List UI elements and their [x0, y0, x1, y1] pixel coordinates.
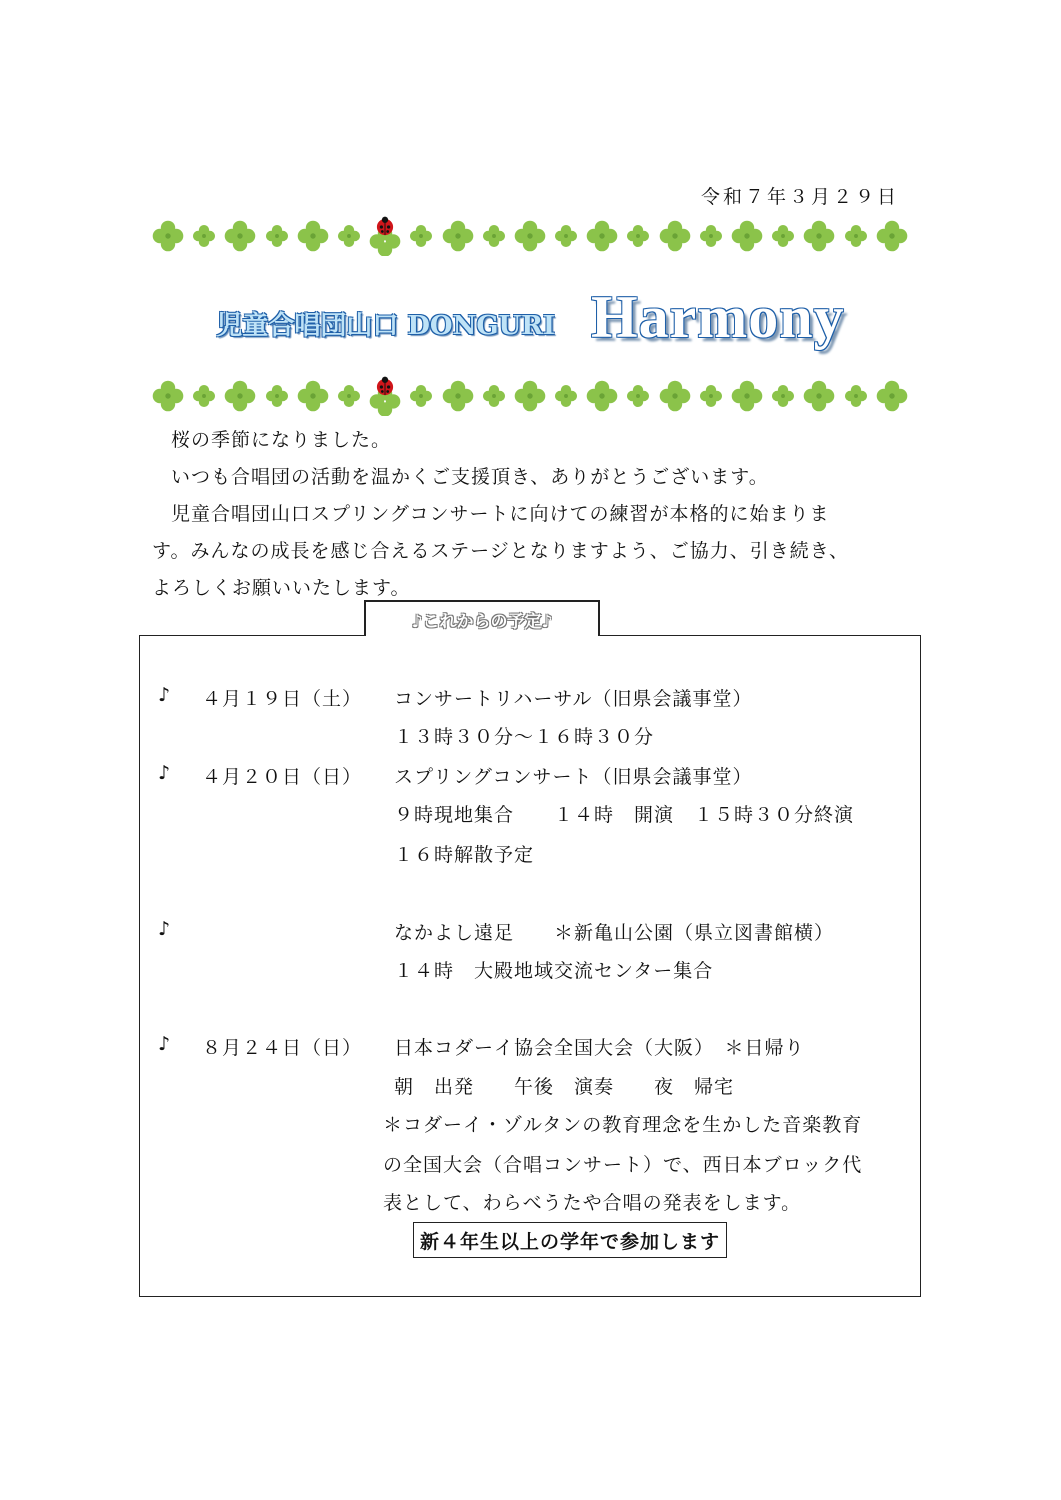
- intro-line: す。みんなの成長を感じ合えるステージとなりますよう、ご協力、引き続き、: [152, 540, 849, 562]
- newsletter-title: Harmony: [591, 284, 845, 350]
- clover-icon: [874, 218, 910, 254]
- clover-icon: [150, 218, 186, 254]
- clover-icon: [264, 223, 290, 249]
- event-line: 朝 出発 午後 演奏 夜 帰宅: [394, 1076, 735, 1098]
- event-line: コンサートリハーサル（旧県会議事堂）: [394, 688, 753, 710]
- clover-icon: [264, 383, 290, 409]
- clover-with-ladybug-icon: [367, 216, 403, 256]
- clover-icon: [295, 218, 331, 254]
- clover-icon: [440, 378, 476, 414]
- clover-icon: [222, 378, 258, 414]
- music-note-icon: ♪: [158, 918, 172, 940]
- issue-date: 令和７年３月２９日: [700, 186, 899, 208]
- clover-icon: [843, 383, 869, 409]
- clover-icon: [150, 378, 186, 414]
- clover-icon: [440, 218, 476, 254]
- clover-icon: [512, 218, 548, 254]
- intro-message: [152, 422, 912, 607]
- event-line: スプリングコンサート（旧県会議事堂）: [394, 766, 753, 788]
- clover-icon: [801, 378, 837, 414]
- clover-icon: [553, 383, 579, 409]
- clover-icon: [584, 218, 620, 254]
- clover-icon: [481, 223, 507, 249]
- clover-icon: [657, 378, 693, 414]
- schedule-title: ♪これからの予定♪: [364, 600, 600, 636]
- clover-icon: [408, 223, 434, 249]
- clover-icon: [770, 223, 796, 249]
- event-date: ４月１９日（土）: [202, 688, 363, 710]
- clover-icon: [729, 378, 765, 414]
- music-note-icon: ♪: [158, 684, 172, 706]
- event-note-line: の全国大会（合唱コンサート）で、西日本ブロック代: [383, 1154, 863, 1176]
- event-line: なかよし遠足 ＊新亀山公園（県立図書館横）: [394, 922, 835, 944]
- clover-icon: [657, 218, 693, 254]
- intro-line: 児童合唱団山口スプリングコンサートに向けての練習が本格的に始まりま: [171, 503, 830, 525]
- intro-line: 桜の季節になりました。: [171, 429, 392, 451]
- event-note-line: 表として、わらべうたや合唱の発表をします。: [383, 1192, 802, 1214]
- clover-icon: [843, 223, 869, 249]
- clover-border-top: [150, 214, 910, 258]
- event-note-line: ＊コダーイ・ゾルタンの教育理念を生かした音楽教育: [383, 1114, 863, 1136]
- clover-icon: [698, 223, 724, 249]
- clover-icon: [874, 378, 910, 414]
- org-name: 児童合唱団山口 DONGURI: [216, 311, 555, 341]
- music-note-icon: ♪: [158, 762, 172, 784]
- clover-icon: [512, 378, 548, 414]
- clover-icon: [408, 383, 434, 409]
- event-line: １３時３０分～１６時３０分: [394, 726, 655, 748]
- clover-icon: [625, 223, 651, 249]
- intro-line: いつも合唱団の活動を温かくご支援頂き、ありがとうございます。: [171, 466, 769, 488]
- clover-icon: [191, 383, 217, 409]
- event-date: ４月２０日（日）: [202, 766, 363, 788]
- music-note-icon: ♪: [158, 1033, 172, 1055]
- clover-icon: [698, 383, 724, 409]
- event-line: 日本コダーイ協会全国大会（大阪） ＊日帰り: [394, 1037, 805, 1059]
- participation-notice: 新４年生以上の学年で参加します: [413, 1222, 727, 1258]
- clover-icon: [729, 218, 765, 254]
- clover-icon: [336, 383, 362, 409]
- event-line: １４時 大殿地域交流センター集合: [394, 960, 714, 982]
- event-line: １６時解散予定: [394, 844, 535, 866]
- event-date: ８月２４日（日）: [202, 1037, 363, 1059]
- clover-icon: [584, 378, 620, 414]
- clover-icon: [336, 223, 362, 249]
- masthead: [0, 282, 1061, 352]
- clover-icon: [770, 383, 796, 409]
- clover-icon: [481, 383, 507, 409]
- clover-icon: [553, 223, 579, 249]
- clover-icon: [222, 218, 258, 254]
- clover-icon: [191, 223, 217, 249]
- clover-icon: [295, 378, 331, 414]
- clover-border-bottom: [150, 374, 910, 418]
- event-line: ９時現地集合 １４時 開演 １５時３０分終演: [394, 804, 855, 826]
- intro-line: よろしくお願いいたします。: [152, 577, 411, 599]
- clover-with-ladybug-icon: [367, 376, 403, 416]
- clover-icon: [625, 383, 651, 409]
- clover-icon: [801, 218, 837, 254]
